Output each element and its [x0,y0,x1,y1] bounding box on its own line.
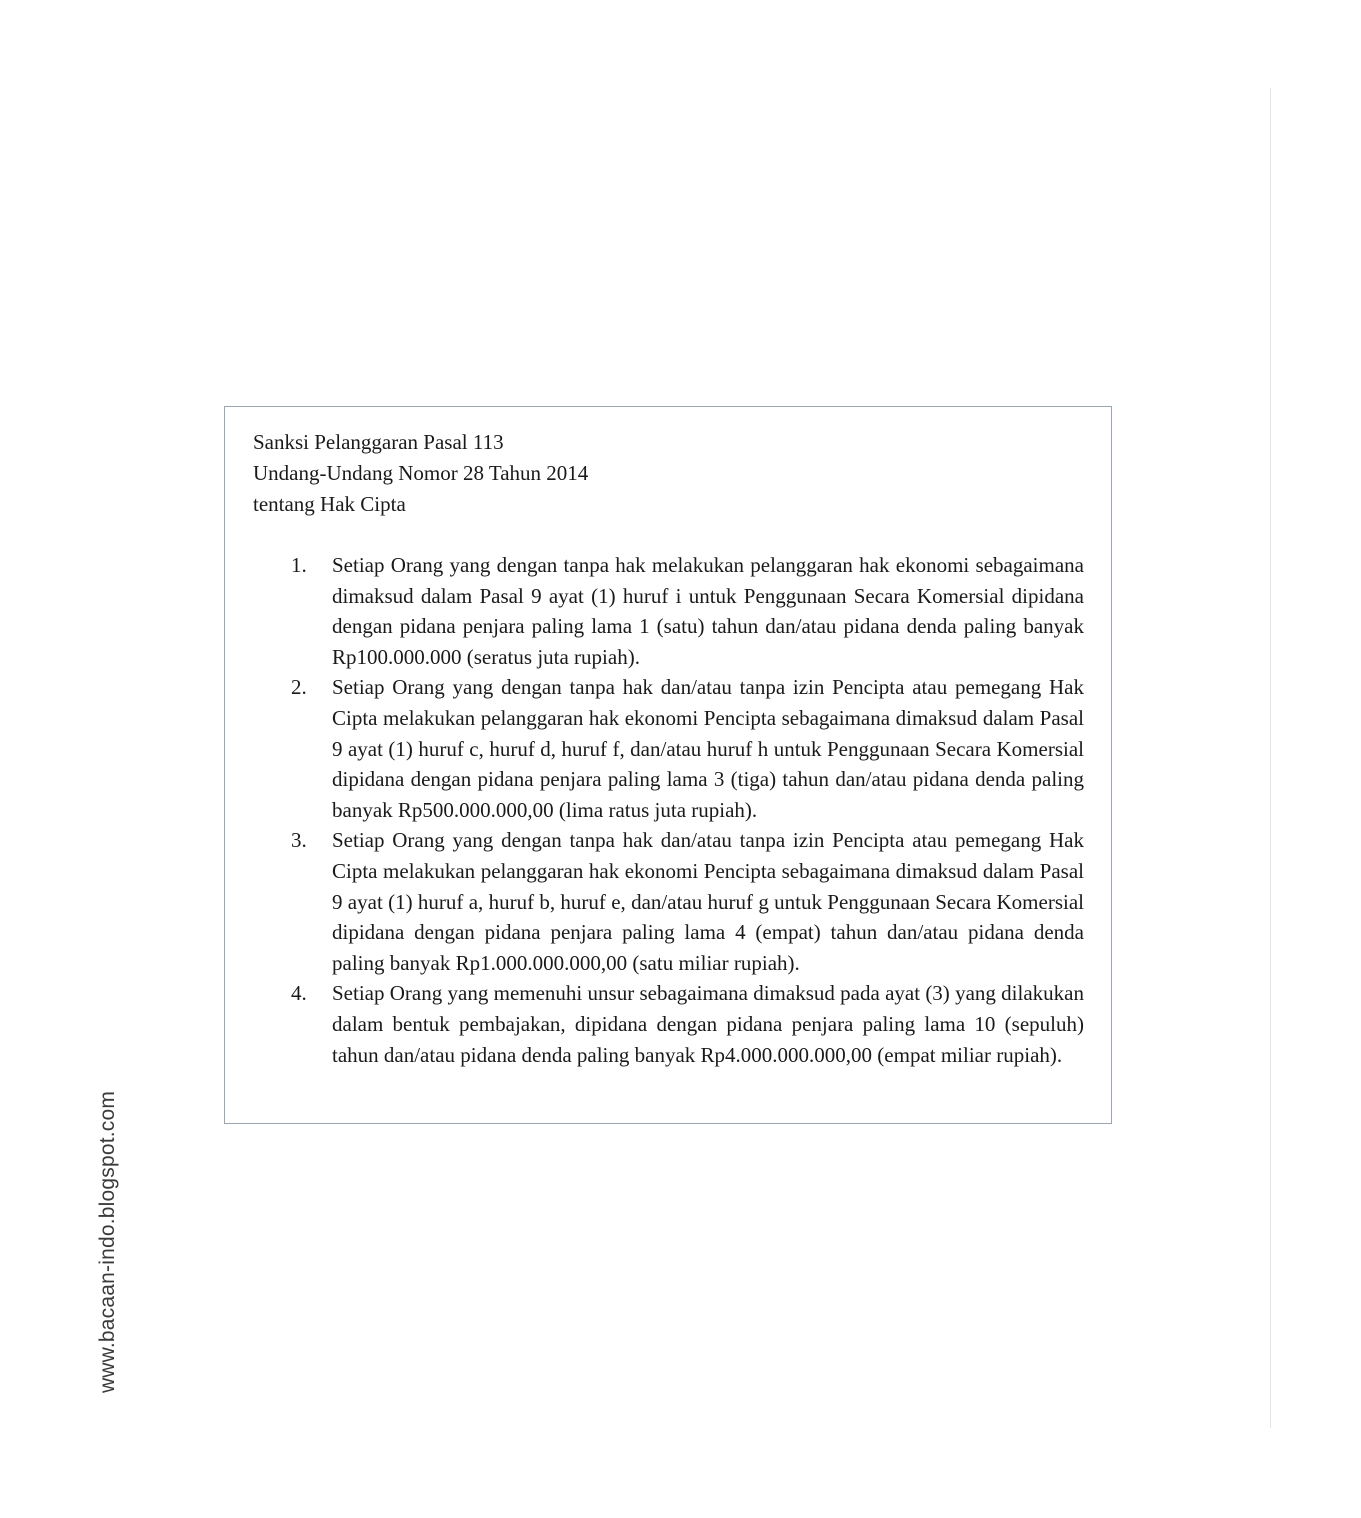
clause-item [225,978,1111,1070]
clause-item [225,672,1111,825]
page-edge-rule [1270,88,1271,1428]
notice-title: Sanksi Pelanggaran Pasal 113 [253,430,504,454]
copyright-sanction-notice [224,406,1112,1124]
clause-item [225,550,1111,672]
notice-subject: tentang Hak Cipta [253,492,406,516]
notice-law-reference: Undang-Undang Nomor 28 Tahun 2014 [253,461,589,485]
notice-header [253,427,588,520]
clause-number: 2. [291,675,307,700]
clause-text: Setiap Orang yang dengan tanpa hak melakukan pelanggaran hak ekonomi sebagaimana dimaksud dalam Pasal 9 ayat (1) huruf i untuk Penggunaan Secara Komersial dipidana dengan pidana penjara paling lama 1 (satu) tahun dan/atau pidana denda paling banyak Rp100.000.000 (seratus juta rupiah). [332,553,1084,669]
clause-number: 4. [291,981,307,1006]
website-watermark: www.bacaan-indo.blogspot.com [96,1090,119,1394]
clause-text: Setiap Orang yang dengan tanpa hak dan/atau tanpa izin Pencipta atau pemegang Hak Cipta melakukan pelanggaran hak ekonomi Pencipta sebagaimana dimaksud dalam Pasal 9 ayat (1) huruf a, huruf b, huruf e, dan/atau huruf g untuk Penggunaan Secara Komersial dipidana dengan pidana penjara paling lama 4 (empat) tahun dan/atau pidana denda paling banyak Rp1.000.000.000,00 (satu miliar rupiah). [332,828,1084,975]
clause-text: Setiap Orang yang memenuhi unsur sebagaimana dimaksud pada ayat (3) yang dilakukan dalam bentuk pembajakan, dipidana dengan pidana penjara paling lama 10 (sepuluh) tahun dan/atau pidana denda paling banyak Rp4.000.000.000,00 (empat miliar rupiah). [332,981,1084,1067]
clause-item [225,825,1111,978]
clause-number: 1. [291,553,307,577]
clause-text: Setiap Orang yang dengan tanpa hak dan/atau tanpa izin Pencipta atau pemegang Hak Cipta melakukan pelanggaran hak ekonomi Pencipta sebagaimana dimaksud dalam Pasal 9 ayat (1) huruf c, huruf d, huruf f, dan/atau huruf h untuk Penggunaan Secara Komersial dipidana dengan pidana penjara paling lama 3 (tiga) tahun dan/atau pidana denda paling banyak Rp500.000.000,00 (lima ratus juta rupiah). [332,675,1084,822]
clause-number: 3. [291,828,307,853]
clause-list [225,550,1111,1070]
